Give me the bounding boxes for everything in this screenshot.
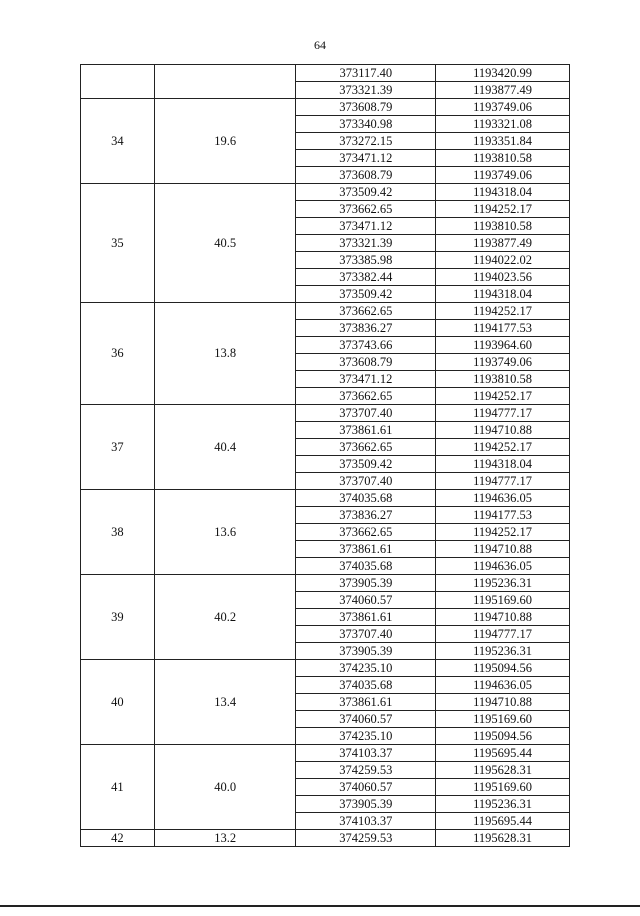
x-coordinate-cell: 373321.39 [296,82,436,99]
x-coordinate-cell: 374035.68 [296,558,436,575]
plot-number-cell: 41 [81,745,155,830]
plot-number-cell: 42 [81,830,155,847]
x-coordinate-cell: 374235.10 [296,660,436,677]
y-coordinate-cell: 1194023.56 [436,269,570,286]
plot-number-cell: 38 [81,490,155,575]
x-coordinate-cell: 374035.68 [296,677,436,694]
y-coordinate-cell: 1194252.17 [436,388,570,405]
y-coordinate-cell: 1195169.60 [436,711,570,728]
y-coordinate-cell: 1194252.17 [436,201,570,218]
x-coordinate-cell: 373905.39 [296,575,436,592]
table-row [81,830,570,847]
x-coordinate-cell: 373471.12 [296,371,436,388]
x-coordinate-cell: 373471.12 [296,218,436,235]
plot-area-cell: 40.5 [154,184,296,303]
x-coordinate-cell: 374060.57 [296,592,436,609]
y-coordinate-cell: 1194177.53 [436,320,570,337]
y-coordinate-cell: 1193964.60 [436,337,570,354]
x-coordinate-cell: 373340.98 [296,116,436,133]
x-coordinate-cell: 373608.79 [296,99,436,116]
y-coordinate-cell: 1194710.88 [436,609,570,626]
plot-area-cell: 40.0 [154,745,296,830]
x-coordinate-cell: 373117.40 [296,65,436,82]
y-coordinate-cell: 1194710.88 [436,694,570,711]
x-coordinate-cell: 373471.12 [296,150,436,167]
x-coordinate-cell: 373662.65 [296,524,436,541]
y-coordinate-cell: 1194318.04 [436,184,570,201]
y-coordinate-cell: 1195169.60 [436,592,570,609]
plot-area-cell: 13.2 [154,830,296,847]
y-coordinate-cell: 1194252.17 [436,524,570,541]
y-coordinate-cell: 1195094.56 [436,660,570,677]
x-coordinate-cell: 373662.65 [296,388,436,405]
plot-number-cell: 35 [81,184,155,303]
table-row [81,65,570,82]
table-row [81,99,570,116]
y-coordinate-cell: 1194710.88 [436,422,570,439]
y-coordinate-cell: 1194636.05 [436,490,570,507]
plot-area-cell: 40.4 [154,405,296,490]
x-coordinate-cell: 373707.40 [296,473,436,490]
y-coordinate-cell: 1195236.31 [436,796,570,813]
y-coordinate-cell: 1193810.58 [436,150,570,167]
y-coordinate-cell: 1193351.84 [436,133,570,150]
y-coordinate-cell: 1193877.49 [436,235,570,252]
y-coordinate-cell: 1194777.17 [436,405,570,422]
y-coordinate-cell: 1195094.56 [436,728,570,745]
plot-number-cell: 34 [81,99,155,184]
x-coordinate-cell: 374060.57 [296,711,436,728]
x-coordinate-cell: 373662.65 [296,439,436,456]
x-coordinate-cell: 373905.39 [296,796,436,813]
y-coordinate-cell: 1193321.08 [436,116,570,133]
x-coordinate-cell: 374103.37 [296,813,436,830]
y-coordinate-cell: 1193749.06 [436,167,570,184]
x-coordinate-cell: 374235.10 [296,728,436,745]
plot-area-cell: 19.6 [154,99,296,184]
plot-number-cell [81,65,155,99]
x-coordinate-cell: 373836.27 [296,320,436,337]
y-coordinate-cell: 1193420.99 [436,65,570,82]
x-coordinate-cell: 373608.79 [296,167,436,184]
table-row [81,660,570,677]
x-coordinate-cell: 373321.39 [296,235,436,252]
y-coordinate-cell: 1194777.17 [436,473,570,490]
x-coordinate-cell: 374060.57 [296,779,436,796]
y-coordinate-cell: 1195236.31 [436,643,570,660]
y-coordinate-cell: 1194177.53 [436,507,570,524]
y-coordinate-cell: 1195169.60 [436,779,570,796]
table-row [81,490,570,507]
plot-number-cell: 37 [81,405,155,490]
x-coordinate-cell: 373509.42 [296,456,436,473]
x-coordinate-cell: 373743.66 [296,337,436,354]
x-coordinate-cell: 373662.65 [296,303,436,320]
x-coordinate-cell: 373861.61 [296,422,436,439]
plot-area-cell [154,65,296,99]
x-coordinate-cell: 373662.65 [296,201,436,218]
x-coordinate-cell: 373836.27 [296,507,436,524]
table-row [81,745,570,762]
table-row [81,303,570,320]
plot-number-cell: 39 [81,575,155,660]
x-coordinate-cell: 373509.42 [296,286,436,303]
y-coordinate-cell: 1193810.58 [436,218,570,235]
x-coordinate-cell: 373861.61 [296,541,436,558]
x-coordinate-cell: 373707.40 [296,405,436,422]
y-coordinate-cell: 1193749.06 [436,99,570,116]
table-row [81,405,570,422]
y-coordinate-cell: 1195236.31 [436,575,570,592]
table-row [81,184,570,201]
y-coordinate-cell: 1194710.88 [436,541,570,558]
x-coordinate-cell: 373608.79 [296,354,436,371]
x-coordinate-cell: 373861.61 [296,694,436,711]
y-coordinate-cell: 1194636.05 [436,558,570,575]
plot-number-cell: 40 [81,660,155,745]
y-coordinate-cell: 1194636.05 [436,677,570,694]
coordinates-table-body [81,65,570,847]
y-coordinate-cell: 1194022.02 [436,252,570,269]
plot-area-cell: 13.4 [154,660,296,745]
x-coordinate-cell: 374103.37 [296,745,436,762]
y-coordinate-cell: 1194318.04 [436,456,570,473]
y-coordinate-cell: 1195628.31 [436,762,570,779]
x-coordinate-cell: 373382.44 [296,269,436,286]
y-coordinate-cell: 1195628.31 [436,830,570,847]
y-coordinate-cell: 1193810.58 [436,371,570,388]
x-coordinate-cell: 373707.40 [296,626,436,643]
x-coordinate-cell: 374259.53 [296,762,436,779]
x-coordinate-cell: 373509.42 [296,184,436,201]
y-coordinate-cell: 1194252.17 [436,439,570,456]
y-coordinate-cell: 1194252.17 [436,303,570,320]
table-row [81,575,570,592]
page-number: 64 [314,38,326,52]
plot-number-cell: 36 [81,303,155,405]
x-coordinate-cell: 374035.68 [296,490,436,507]
coordinates-table [80,64,570,847]
y-coordinate-cell: 1195695.44 [436,745,570,762]
y-coordinate-cell: 1194318.04 [436,286,570,303]
x-coordinate-cell: 373272.15 [296,133,436,150]
y-coordinate-cell: 1194777.17 [436,626,570,643]
y-coordinate-cell: 1193877.49 [436,82,570,99]
x-coordinate-cell: 373385.98 [296,252,436,269]
plot-area-cell: 13.6 [154,490,296,575]
plot-area-cell: 13.8 [154,303,296,405]
x-coordinate-cell: 373861.61 [296,609,436,626]
x-coordinate-cell: 373905.39 [296,643,436,660]
y-coordinate-cell: 1193749.06 [436,354,570,371]
x-coordinate-cell: 374259.53 [296,830,436,847]
y-coordinate-cell: 1195695.44 [436,813,570,830]
plot-area-cell: 40.2 [154,575,296,660]
page-bottom-rule [0,905,640,907]
